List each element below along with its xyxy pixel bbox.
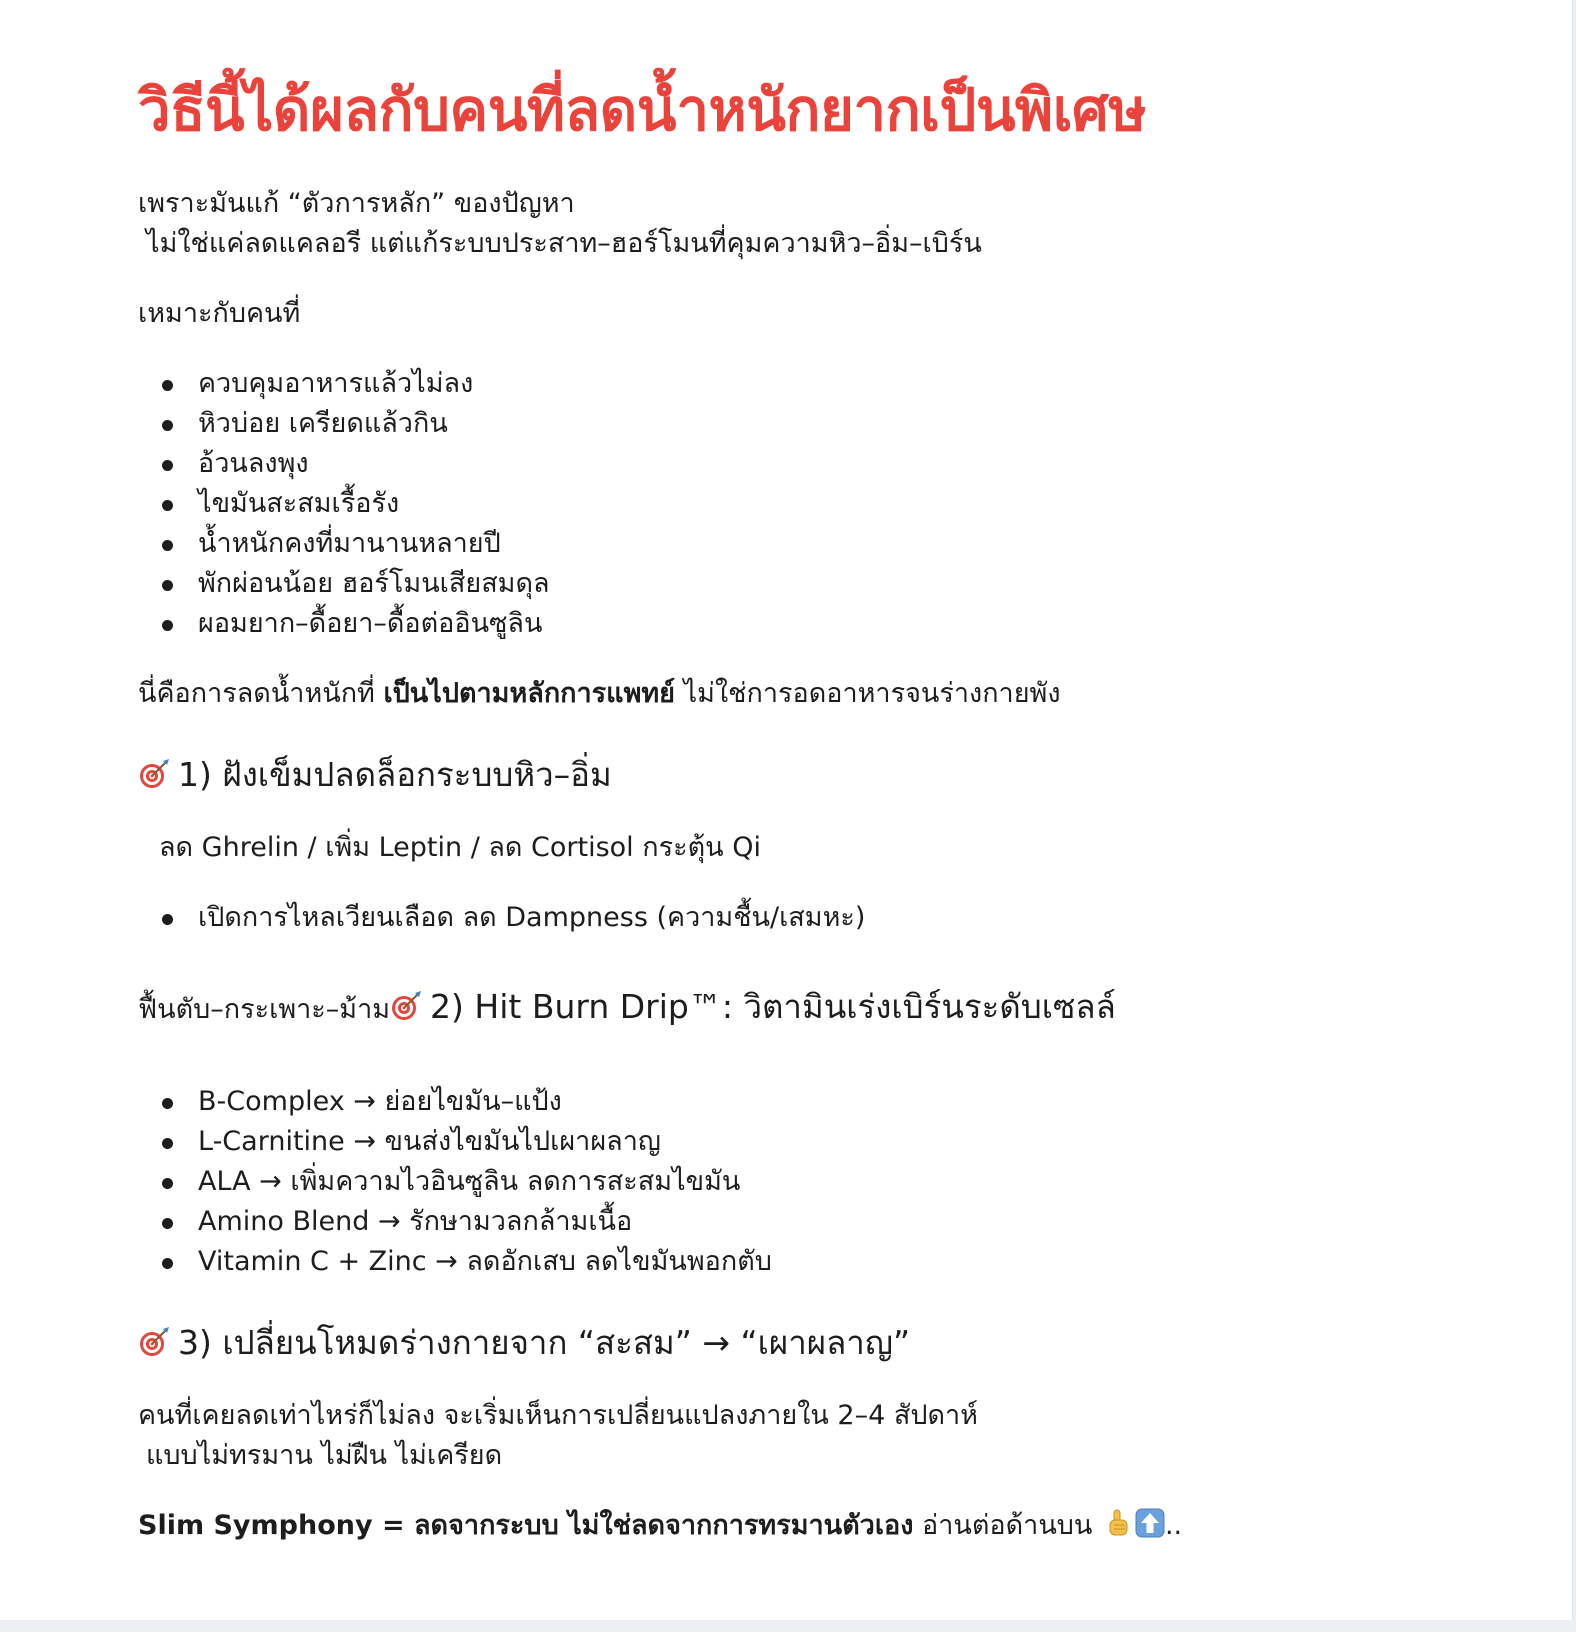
medical-emphasis: เป็นไปตามหลักการแพทย์ — [383, 678, 675, 709]
list-item: น้ำหนักคงที่มานานหลายปี — [138, 524, 1478, 564]
bullet-icon — [162, 1218, 173, 1229]
section-2-heading: ฟื้นตับ–กระเพาะ–ม้าม 2) Hit Burn Drip™: วิตามินเร่งเบิร์นระดับเซลล์ — [138, 987, 1116, 1026]
list-item: Vitamin C + Zinc → ลดอักเสบ ลดไขมันพอกตับ — [138, 1242, 1478, 1282]
suitable-list — [138, 364, 1478, 644]
bullet-icon — [162, 580, 173, 591]
list-item: อ้วนลงพุง — [138, 444, 1478, 484]
direct-hit-icon — [138, 756, 170, 788]
up-arrow-icon — [1135, 1508, 1165, 1550]
closing-line: Slim Symphony = ลดจากระบบ ไม่ใช่ลดจากการทรมานตัวเอง อ่านต่อด้านบน .. — [138, 1506, 1478, 1550]
bullet-icon — [162, 620, 173, 631]
section-1-list — [138, 898, 1478, 938]
list-item: เปิดการไหลเวียนเลือด ลด Dampness (ความชื้น/เสมหะ) — [138, 898, 1478, 938]
pointing-up-icon — [1105, 1508, 1131, 1550]
list-item: ควบคุมอาหารแล้วไม่ลง — [138, 364, 1478, 404]
section-1-subline: ลด Ghrelin / เพิ่ม Leptin / ลด Cortisol กระตุ้น Qi — [159, 832, 761, 863]
page-title: วิธีนี้ได้ผลกับคนที่ลดน้ำหนักยากเป็นพิเศษ — [138, 76, 1147, 144]
list-item: B-Complex → ย่อยไขมัน–แป้ง — [138, 1082, 1478, 1122]
list-item: หิวบ่อย เครียดแล้วกิน — [138, 404, 1478, 444]
bullet-icon — [162, 420, 173, 431]
intro-line-1: เพราะมันแก้ “ตัวการหลัก” ของปัญหา — [138, 188, 575, 219]
bullet-icon — [162, 500, 173, 511]
list-item: ผอมยาก–ดื้อยา–ดื้อต่ออินซูลิน — [138, 604, 1478, 644]
list-item: ไขมันสะสมเรื้อรัง — [138, 484, 1478, 524]
bullet-icon — [162, 1098, 173, 1109]
bullet-icon — [162, 1138, 173, 1149]
bullet-icon — [162, 380, 173, 391]
bullet-icon — [162, 1178, 173, 1189]
closing-emphasis: Slim Symphony = ลดจากระบบ ไม่ใช่ลดจากการทรมานตัวเอง — [138, 1510, 914, 1541]
suitable-label: เหมาะกับคนที่ — [138, 298, 301, 329]
bullet-icon — [162, 540, 173, 551]
list-item: L-Carnitine → ขนส่งไขมันไปเผาผลาญ — [138, 1122, 1478, 1162]
document-content — [138, 70, 1478, 1550]
section-3-line-1: คนที่เคยลดเท่าไหร่ก็ไม่ลง จะเริ่มเห็นการเปลี่ยนแปลงภายใน 2–4 สัปดาห์ — [138, 1400, 978, 1431]
section-3-heading: 3) เปลี่ยนโหมดร่างกายจาก “สะสม” → “เผาผลาญ” — [138, 1320, 1478, 1366]
list-item: Amino Blend → รักษามวลกล้ามเนื้อ — [138, 1202, 1478, 1242]
bullet-icon — [162, 1258, 173, 1269]
bullet-icon — [162, 914, 173, 925]
section-3-line-2: แบบไม่ทรมาน ไม่ฝืน ไม่เครียด — [146, 1440, 503, 1471]
medical-statement: นี่คือการลดน้ำหนักที่ เป็นไปตามหลักการแพทย์ ไม่ใช่การอดอาหารจนร่างกายพัง — [138, 678, 1061, 709]
bullet-icon — [162, 460, 173, 471]
direct-hit-icon — [390, 990, 422, 1022]
list-item: ALA → เพิ่มความไวอินซูลิน ลดการสะสมไขมัน — [138, 1162, 1478, 1202]
direct-hit-icon — [138, 1324, 170, 1356]
section-2-list — [138, 1082, 1478, 1282]
section-1-heading: 1) ฝังเข็มปลดล็อกระบบหิว–อิ่ม — [138, 752, 1478, 798]
intro-line-2: ไม่ใช่แค่ลดแคลอรี แต่แก้ระบบประสาท–ฮอร์โมนที่คุมความหิว–อิ่ม–เบิร์น — [146, 228, 982, 259]
list-item: พักผ่อนน้อย ฮอร์โมนเสียสมดุล — [138, 564, 1478, 604]
